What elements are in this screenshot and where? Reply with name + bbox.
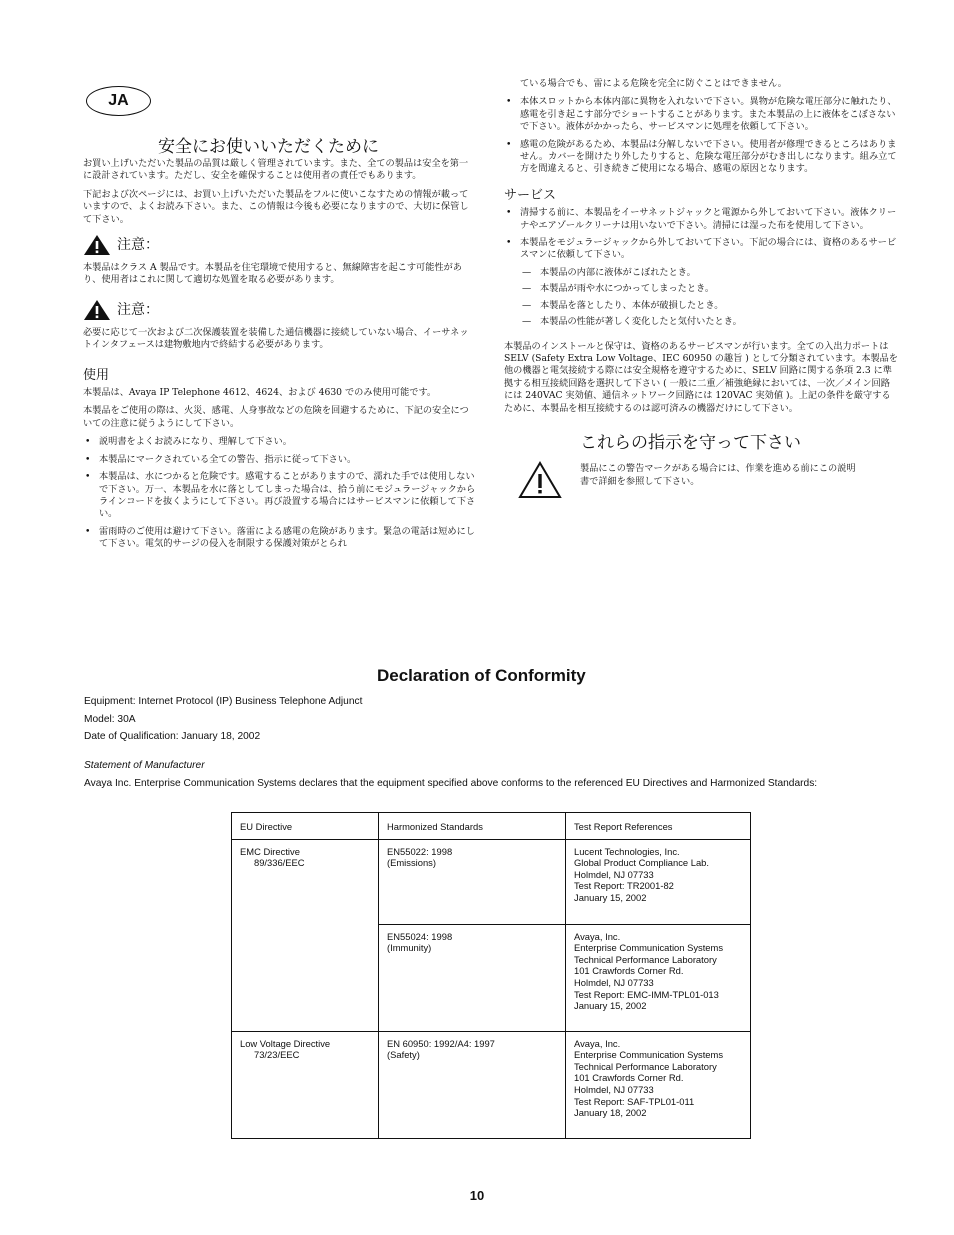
instructions-heading: これらの指示を守って下さい [580, 432, 801, 453]
cell-line: (Immunity) [387, 942, 432, 954]
cell-line: January 18, 2002 [574, 1107, 647, 1119]
intro-paragraph-1: お買い上げいただいた製品の品質は厳しく管理されています。また、全ての製品は安全を第一に設計されています。ただし、安全を確保することは使用者の責任でもあります。 [83, 158, 469, 182]
cell-line: Enterprise Communication Systems [574, 942, 724, 954]
table-cell [379, 1031, 566, 1138]
list-item: • 本製品は、水につかると危険です。感電することがありますので、濡れた手では使用しないで下さい。万一、本製品を水に落としてしまった場合は、拾う前にモジュラージャックからラインコードを抜くようにして下さい。再び設置する場合にはサービスマンに依頼して下さい。 [99, 471, 476, 521]
conformity-table [231, 812, 751, 1139]
cell-line: January 15, 2002 [574, 891, 647, 903]
table-header-row [232, 813, 751, 840]
caution-1-text: 本製品はクラス A 製品です。本製品を住宅環境で使用すると、無線障害を起こす可能性があり、使用者はこれに関して適切な処置を取る必要があります。 [83, 262, 462, 286]
right-bullet-list [504, 96, 899, 175]
intro-paragraph-2: 下記および次ページには、お買い上げいただいた製品をフルに使いこなすための情報が載っていますので、よくお読み下さい。また、この情報は今後も必要になりますので、大切に保管して下さい。 [83, 188, 469, 225]
warning-text: 製品にこの警告マークがある場合には、作業を進める前にこの説明書で詳細を参照して下さい。 [580, 463, 856, 487]
use-heading: 使用 [83, 367, 110, 383]
cell-line: Holmdel, NJ 07733 [574, 976, 654, 988]
model-line: Model: 30A [84, 713, 136, 725]
cell-line: January 15, 2002 [574, 1000, 647, 1012]
table-cell [232, 839, 379, 1031]
install-paragraph: 本製品のインストールと保守は、資格のあるサービスマンが行います。全ての入出力ポートは SELV (Safety Extra Low Voltage、IEC 60950 の趣旨 ) として分類されています。本製品を他の機器と電気接続する際には安全規格を遵守するために、SELV 回路に関する条項 2.3 に準拠する相互接続回路を選択して下さい ( 一般に二重／補強絶縁においては、一次／メイン回路には 240VAC 実効値、通信ネットワーク回路には 120VAC 実効値 )。上記の条件を厳守するために、本製品を相互接続するのは認可済みの機器だけにして下さい。 [504, 340, 898, 414]
caution-1-label: 注意： [117, 236, 159, 253]
list-item: • 感電の危険があるため、本製品は分解しないで下さい。使用者が修理できるところはありません。カバーを開けたり外したりすると、危険な電圧部分がむき出しになります。組み立て方を間違えると、引き続きご使用になる場合、感電の原因となります。 [520, 139, 899, 176]
service-bullet-list [504, 207, 899, 262]
cell-line: Test Report: TR2001-82 [574, 880, 674, 892]
use-text-1: 本製品は、Avaya IP Telephone 4612、4624、および 4630 でのみ使用可能です。 [83, 387, 437, 399]
language-badge: JA [86, 86, 151, 116]
cell-line: EN55024: 1998 [387, 930, 453, 942]
cell-line: (Emissions) [387, 857, 436, 869]
warning-triangle-icon [518, 461, 562, 499]
cell-line: EN55022: 1998 [387, 845, 453, 857]
cell-line: Technical Performance Laboratory [574, 1060, 717, 1072]
cell-line: Test Report: SAF-TPL01-011 [574, 1095, 695, 1107]
list-item: • 本製品をモジュラージャックから外しておいて下さい。下記の場合には、資格のあるサービスマンに依頼して下さい。 [520, 237, 899, 262]
warning-triangle-icon [83, 299, 111, 321]
cell-line: 101 Crawfords Corner Rd. [574, 1072, 684, 1084]
cell-line: Holmdel, NJ 07733 [574, 868, 654, 880]
cell-line: EN 60950: 1992/A4: 1997 [387, 1037, 495, 1049]
cell-line: Avaya, Inc. [574, 930, 621, 942]
warning-notice [504, 461, 899, 499]
caution-2 [83, 299, 476, 321]
caution-1 [83, 234, 476, 256]
list-item: • 清掃する前に、本製品をイーサネットジャックと電源から外しておいて下さい。液体クリーナやエアゾールクリーナは用いないで下さい。清掃には湿った布を使用して下さい。 [520, 207, 899, 232]
warning-triangle-icon [83, 234, 111, 256]
cell-line: (Safety) [387, 1049, 420, 1061]
statement-label: Statement of Manufacturer [84, 760, 205, 771]
cell-line: Holmdel, NJ 07733 [574, 1083, 654, 1095]
list-item: • 本製品にマークされている全ての警告、指示に従って下さい。 [99, 454, 476, 466]
declaration-section [84, 666, 884, 795]
caution-2-label: 注意： [117, 301, 159, 318]
table-cell [379, 924, 566, 1031]
left-column [83, 158, 476, 556]
statement-text: Avaya Inc. Enterprise Communication Systems declares that the equipment specified above conforms to the referenced EU Directives and Harmonized Standards: [84, 777, 818, 789]
right-column [504, 78, 899, 499]
table-cell [232, 1031, 379, 1138]
table-cell [566, 1031, 751, 1138]
cell-line: Enterprise Communication Systems [574, 1049, 724, 1061]
equipment-line: Equipment: Internet Protocol (IP) Business Telephone Adjunct [84, 696, 363, 707]
continuation-text: ている場合でも、雷による危険を完全に防ぐことはできません。 [520, 78, 787, 89]
service-heading: サービス [504, 187, 557, 203]
list-item: — 本製品の性能が著しく変化したと気付いたとき。 [540, 316, 899, 328]
table-header: EU Directive [232, 813, 379, 840]
list-item: • 説明書をよくお読みになり、理解して下さい。 [99, 436, 476, 448]
use-bullet-list [83, 436, 476, 550]
service-condition-list [504, 267, 899, 329]
cell-line: Avaya, Inc. [574, 1037, 621, 1049]
cell-line: 73/23/EEC [254, 1049, 300, 1061]
declaration-title: Declaration of Conformity [377, 666, 586, 685]
table-cell [379, 839, 566, 924]
cell-line: Low Voltage Directive [240, 1037, 331, 1049]
cell-line: 89/336/EEC [254, 857, 305, 869]
table-row [232, 1031, 751, 1138]
cell-line: Lucent Technologies, Inc. [574, 845, 680, 857]
cell-line: 101 Crawfords Corner Rd. [574, 965, 684, 977]
list-item: — 本製品を落としたり、本体が破損したとき。 [540, 300, 899, 312]
list-item: • 雷雨時のご使用は避けて下さい。落雷による感電の危険があります。緊急の電話は短めにして下さい。電気的サージの侵入を制限する保護対策がとられ [99, 526, 476, 551]
caution-2-text: 必要に応じて一次および二次保護装置を装備した通信機器に接続していない場合、イーサネットインタフェースは建物敷地内で終結する必要があります。 [83, 326, 469, 351]
table-row [232, 839, 751, 924]
list-item: • 本体スロットから本体内部に異物を入れないで下さい。異物が危険な電圧部分に触れたり、感電を引き起こす部分でショートすることがあります。また本製品の上に液体をこぼさないで下さい。液体がかかったら、サービスマンに処理を依頼して下さい。 [520, 96, 899, 133]
page-number: 10 [469, 1188, 485, 1203]
cell-line: EMC Directive [240, 845, 300, 857]
list-item: — 本製品が雨や水につかってしまったとき。 [540, 283, 899, 295]
cell-line: Technical Performance Laboratory [574, 953, 717, 965]
table-cell [566, 924, 751, 1031]
safety-title: 安全にお使いいただくために [158, 137, 379, 157]
use-text-2: 本製品をご使用の際は、火災、感電、人身事故などの危険を回避するために、下記の安全についての注意に従うようにして下さい。 [83, 405, 469, 429]
cell-line: Global Product Compliance Lab. [574, 857, 709, 869]
date-line: Date of Qualification: January 18, 2002 [84, 731, 261, 742]
cell-line: Test Report: EMC-IMM-TPL01-013 [574, 988, 719, 1000]
table-header: Test Report References [566, 813, 751, 840]
table-header: Harmonized Standards [379, 813, 566, 840]
table-cell [566, 839, 751, 924]
list-item: — 本製品の内部に液体がこぼれたとき。 [540, 267, 899, 279]
